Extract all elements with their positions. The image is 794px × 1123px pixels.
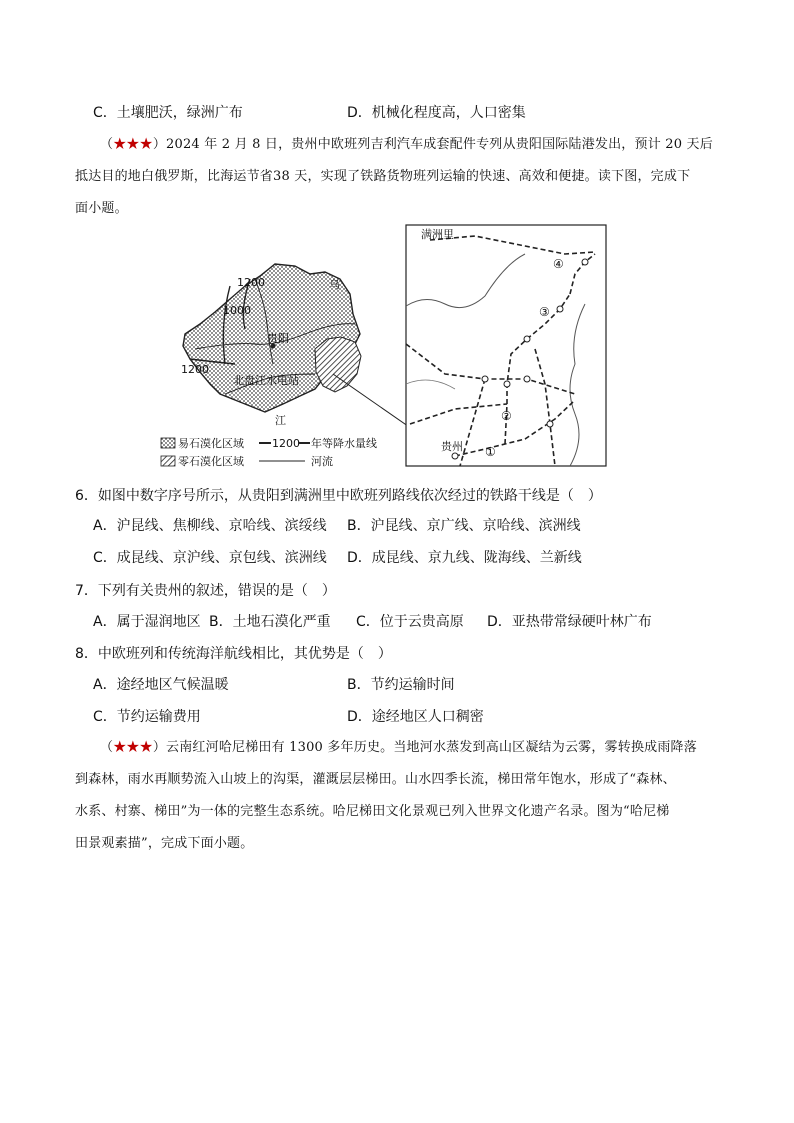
intro1-line3: 面小题。 [75, 201, 128, 216]
intro1-text-1: ）2024 年 2 月 8 日，贵州中欧班列吉利汽车成套配件专列从贵阳国际陆港发出，预计 20 天后 [152, 137, 713, 152]
legend-easy-swatch [161, 438, 175, 448]
q8-option-b: B．节约运输时间 [347, 677, 455, 693]
label-manzhouli: 满洲里 [421, 228, 454, 241]
paren-open: （ [100, 137, 114, 152]
q7-stem: 7．下列有关贵州的叙述，错误的是（ ） [75, 583, 336, 599]
label-1200-top: 1200 [237, 276, 265, 289]
intro2-text-1: ）云南红河哈尼梯田有 1300 多年历史。当地河水蒸发到高山区凝结为云雾，雾转换成雨降落 [152, 740, 697, 755]
intro2-line1 [100, 738, 697, 758]
q5-option-d: D．机械化程度高，人口密集 [347, 105, 526, 121]
q7-option-c: C．位于云贵高原 [356, 614, 464, 630]
station-dot [452, 453, 458, 459]
station-dot [504, 381, 510, 387]
legend-zero-label: 零石漠化区域 [178, 455, 244, 468]
label-jiang: 江 [275, 414, 286, 427]
legend-zero-swatch [161, 456, 175, 466]
difficulty-stars: ★★★ [113, 740, 153, 755]
q8-option-c: C．节约运输费用 [93, 709, 201, 725]
legend-isoline-label: 年等降水量线 [311, 437, 377, 450]
q7-option-a: A．属于湿润地区 [93, 614, 201, 630]
station-dot [547, 421, 553, 427]
label-guiyang: 贵阳 [267, 332, 289, 345]
label-1000: 1000 [223, 304, 251, 317]
label-wu: 乌 [329, 278, 340, 291]
station-dot [524, 336, 530, 342]
difficulty-stars: ★★★ [113, 137, 153, 152]
route-number-1: ① [485, 445, 496, 459]
intro1-line2: 抵达目的地白俄罗斯，比海运节省38 天，实现了铁路货物班列运输的快速、高效和便捷。读下图，完成下 [75, 169, 691, 184]
q7-option-b: B．土地石漠化严重 [209, 614, 331, 630]
map-figure [155, 224, 607, 468]
q8-option-d: D．途经地区人口稠密 [347, 709, 484, 725]
q6-option-d: D．成昆线、京九线、陇海线、兰新线 [347, 550, 582, 566]
paren-open: （ [100, 740, 114, 755]
station-dot [582, 259, 588, 265]
intro2-line4: 田景观素描”，完成下面小题。 [75, 836, 254, 851]
legend-river-label: 河流 [311, 455, 333, 468]
q6-option-b: B．沪昆线、京广线、京哈线、滨洲线 [347, 518, 581, 534]
route-number-3: ③ [539, 305, 550, 319]
intro1-line1 [100, 135, 713, 155]
q7-option-d: D．亚热带常绿硬叶林广布 [487, 614, 652, 630]
right-map-frame [406, 225, 606, 466]
legend-easy-label: 易石漠化区域 [178, 437, 244, 450]
q6-option-c: C．成昆线、京沪线、京包线、滨洲线 [93, 550, 327, 566]
q8-option-a: A．途经地区气候温暖 [93, 677, 229, 693]
intro2-line3: 水系、村寨、梯田”为一体的完整生态系统。哈尼梯田文化景观已列入世界文化遗产名录。图为“哈尼梯 [75, 804, 670, 819]
q5-option-c: C．土壤肥沃，绿洲广布 [93, 105, 243, 121]
route-number-2: ② [501, 409, 512, 423]
station-dot [557, 306, 563, 312]
station-dot [482, 376, 488, 382]
legend-isoline-value: 1200 [272, 437, 300, 450]
zero-desertification-area [315, 337, 361, 392]
intro2-line2: 到森林，雨水再顺势流入山坡上的沟渠，灌溉层层梯田。山水四季长流，梯田常年饱水，形成了“森林、 [75, 772, 676, 787]
q6-stem: 6．如图中数字序号所示，从贵阳到满洲里中欧班列路线依次经过的铁路干线是（ ） [75, 488, 602, 504]
q8-stem: 8．中欧班列和传统海洋航线相比，其优势是（ ） [75, 646, 392, 662]
station-dot [524, 376, 530, 382]
label-hydro-station: 北盘江水电站 [233, 374, 299, 387]
map-figure-svg [155, 224, 607, 468]
label-1200-left: 1200 [181, 363, 209, 376]
q6-option-a: A．沪昆线、焦柳线、京哈线、滨绥线 [93, 518, 327, 534]
route-number-4: ④ [553, 257, 564, 271]
label-guizhou-right: 贵州 [441, 440, 463, 453]
